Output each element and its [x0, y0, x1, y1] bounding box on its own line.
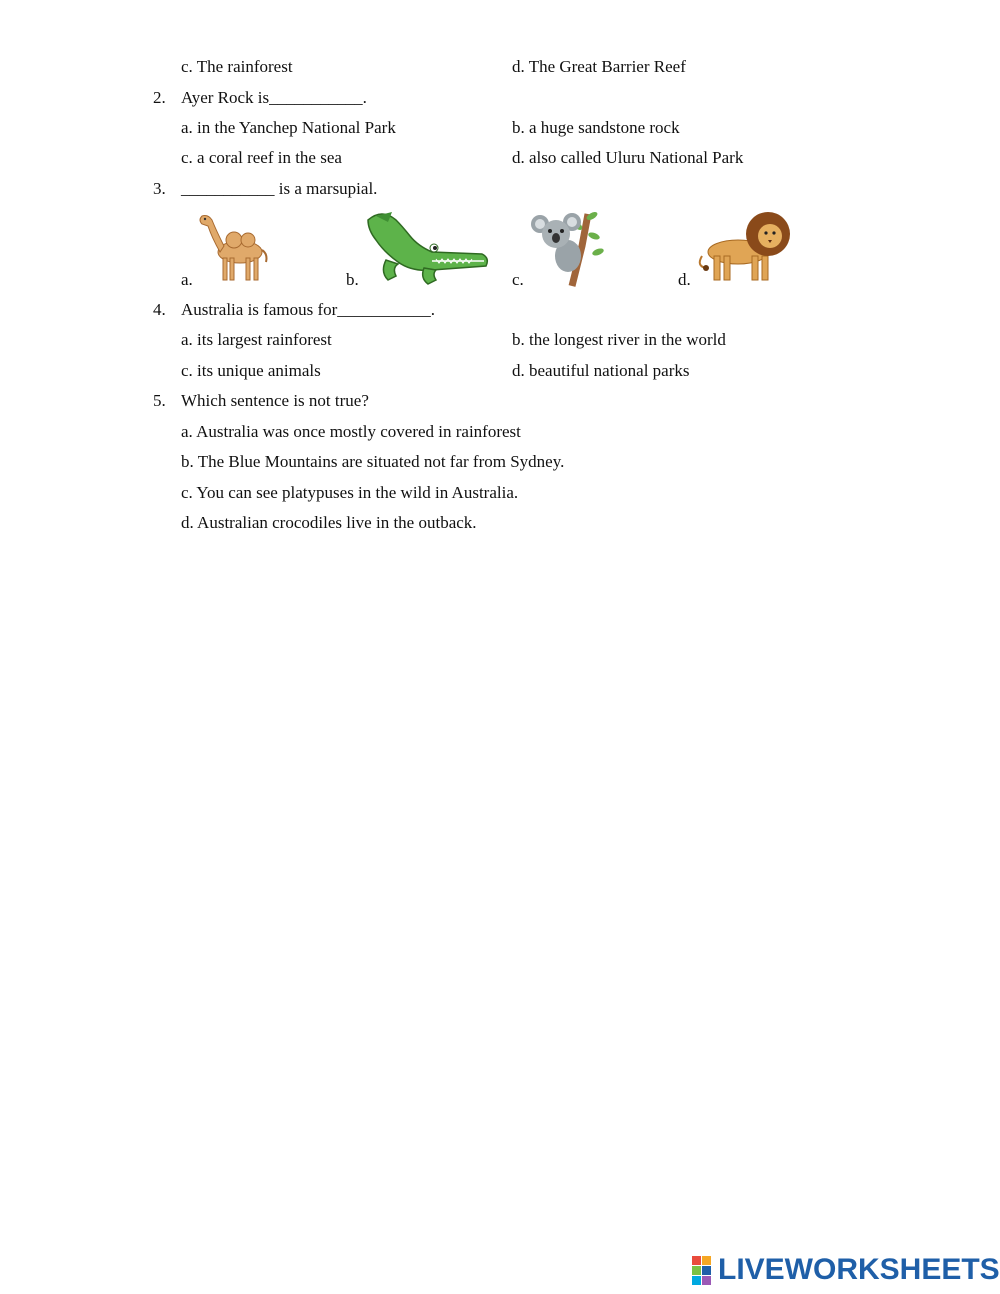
- q5-option-a[interactable]: a. Australia was once mostly covered in rainforest: [181, 422, 521, 441]
- liveworksheets-logo[interactable]: [692, 1253, 1000, 1287]
- q2-option-d[interactable]: d. also called Uluru National Park: [512, 148, 744, 167]
- crocodile-image[interactable]: [362, 206, 494, 286]
- q2-number: 2.: [153, 88, 166, 107]
- q2-option-a[interactable]: a. in the Yanchep National Park: [181, 118, 396, 137]
- lion-image[interactable]: [696, 206, 794, 286]
- q3-option-d-label[interactable]: d.: [678, 270, 691, 289]
- q5-number: 5.: [153, 391, 166, 410]
- q5-stem: Which sentence is not true?: [181, 391, 369, 410]
- koala-image[interactable]: [528, 206, 606, 288]
- q2-option-c[interactable]: c. a coral reef in the sea: [181, 148, 342, 167]
- q2-stem: Ayer Rock is___________.: [181, 88, 367, 107]
- q3-stem: ___________ is a marsupial.: [181, 179, 378, 198]
- logo-tiles-icon: [692, 1256, 714, 1284]
- q4-option-d[interactable]: d. beautiful national parks: [512, 361, 690, 380]
- q1-option-c[interactable]: c. The rainforest: [181, 57, 293, 76]
- q4-stem: Australia is famous for___________.: [181, 300, 436, 319]
- q4-option-a[interactable]: a. its largest rainforest: [181, 330, 332, 349]
- q4-option-b[interactable]: b. the longest river in the world: [512, 330, 726, 349]
- q3-option-b-label[interactable]: b.: [346, 270, 359, 289]
- camel-image[interactable]: [190, 208, 274, 284]
- q5-option-d[interactable]: d. Australian crocodiles live in the outback.: [181, 513, 477, 532]
- q3-number: 3.: [153, 179, 166, 198]
- q1-option-d[interactable]: d. The Great Barrier Reef: [512, 57, 686, 76]
- q2-option-b[interactable]: b. a huge sandstone rock: [512, 118, 680, 137]
- q5-option-c[interactable]: c. You can see platypuses in the wild in Australia.: [181, 483, 519, 502]
- q4-option-c[interactable]: c. its unique animals: [181, 361, 321, 380]
- q4-number: 4.: [153, 300, 166, 319]
- brand-name: LIVEWORKSHEETS: [718, 1253, 1000, 1286]
- q5-option-b[interactable]: b. The Blue Mountains are situated not far from Sydney.: [181, 452, 565, 471]
- q3-option-a-label[interactable]: a.: [181, 270, 193, 289]
- q3-option-c-label[interactable]: c.: [512, 270, 524, 289]
